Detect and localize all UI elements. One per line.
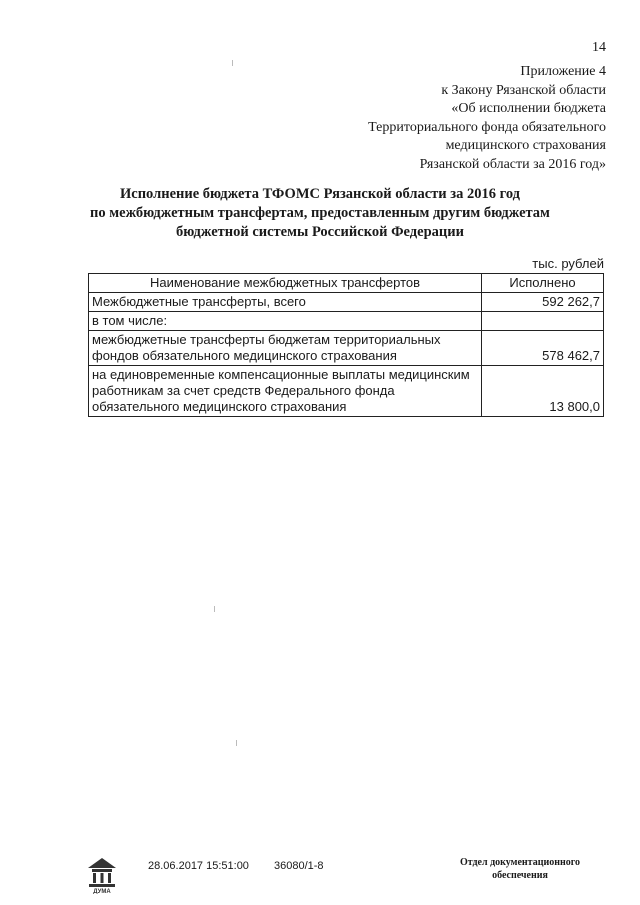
- column-header-name: Наименование межбюджетных трансфертов: [89, 274, 482, 293]
- document-title: [40, 185, 600, 242]
- row-name: в том числе:: [89, 312, 482, 331]
- title-line: бюджетной системы Российской Федерации: [176, 224, 464, 240]
- transfers-table: [88, 273, 604, 417]
- table-row: [89, 366, 604, 417]
- appendix-line: Приложение 4: [520, 64, 606, 79]
- table-row: [89, 331, 604, 366]
- footer: [84, 856, 604, 896]
- appendix-line: Территориального фонда обязательного: [368, 119, 606, 135]
- appendix-line: медицинского страхования: [445, 138, 606, 153]
- appendix-block: [368, 63, 606, 174]
- title-line: Исполнение бюджета ТФОМС Рязанской области за 2016 год: [119, 186, 520, 202]
- appendix-line: «Об исполнении бюджета: [451, 101, 606, 116]
- logo-text: ДУМА: [93, 889, 111, 894]
- appendix-line: Рязанской области за 2016 год»: [419, 156, 606, 172]
- department-stamp: [436, 856, 604, 882]
- row-name: межбюджетные трансферты бюджетам территориальных фондов обязательного медицинского страхования: [89, 331, 482, 366]
- scan-speck: [236, 740, 237, 746]
- title-line: по межбюджетным трансфертам, предоставленным другим бюджетам: [90, 205, 550, 221]
- page-number: 14: [592, 40, 606, 55]
- scan-speck: [214, 606, 215, 612]
- row-value: [482, 312, 604, 331]
- row-name: на единовременные компенсационные выплаты медицинским работникам за счет средств Федерального фонда обязательного медицинского страхования: [89, 366, 482, 417]
- table-header-row: [89, 274, 604, 293]
- duma-logo-icon: [84, 856, 120, 894]
- table-row: [89, 293, 604, 312]
- row-value: 592 262,7: [482, 293, 604, 312]
- scan-speck: [232, 60, 233, 66]
- registration-date: 28.06.2017 15:51:00: [148, 860, 249, 872]
- units-label: тыс. рублей: [532, 256, 604, 271]
- registration-number: 36080/1-8: [274, 860, 324, 872]
- table-row: [89, 312, 604, 331]
- appendix-line: к Закону Рязанской области: [441, 82, 606, 98]
- row-name: Межбюджетные трансферты, всего: [89, 293, 482, 312]
- row-value: 13 800,0: [482, 366, 604, 417]
- department-line: Отдел документационного: [459, 857, 581, 868]
- column-header-executed: Исполнено: [482, 274, 604, 293]
- row-value: 578 462,7: [482, 331, 604, 366]
- department-line: обеспечения: [492, 870, 548, 881]
